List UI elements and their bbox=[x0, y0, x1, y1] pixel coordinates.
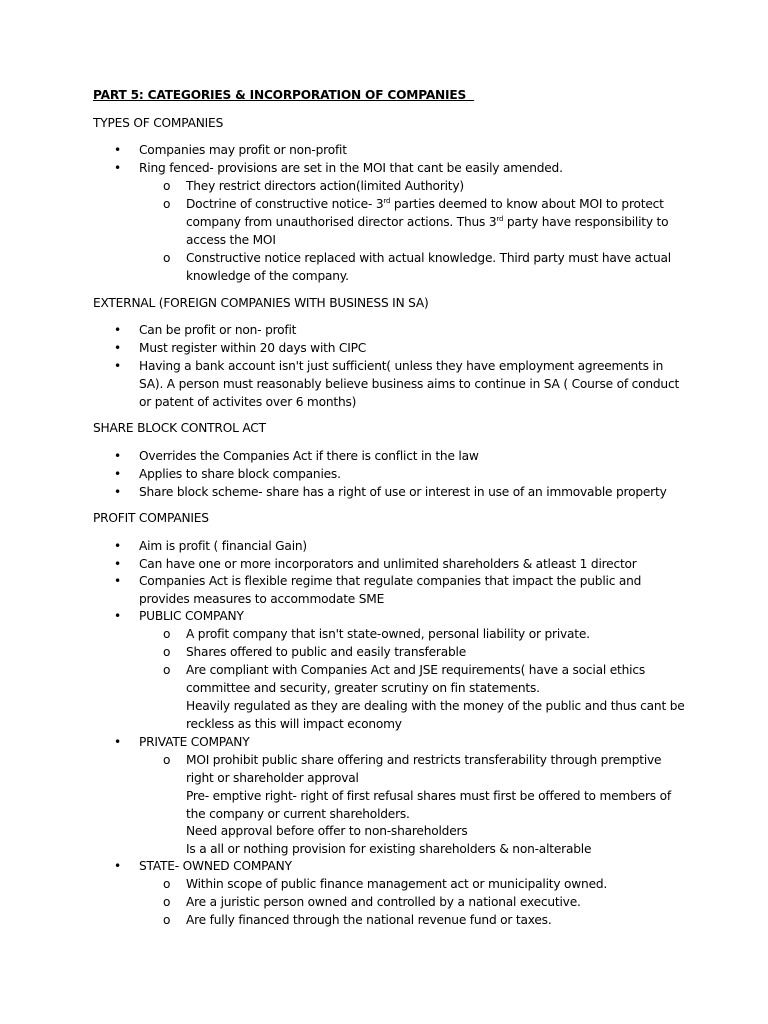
sub-bullet-item bbox=[186, 196, 686, 249]
sub-bullet-item: o Are fully financed through the national revenue fund or taxes. bbox=[186, 912, 686, 930]
continuation-text: Need approval before offer to non-shareholders bbox=[186, 824, 468, 838]
sub-bullet-item: o MOI prohibit public share offering and restricts transferability through premptive right or shareholder approval bbox=[186, 752, 686, 788]
text-run: party have responsibility to access the MOI bbox=[186, 214, 669, 247]
sub-bullet-item: o Shares offered to public and easily transferable bbox=[186, 644, 686, 662]
section-heading-types: TYPES OF COMPANIES bbox=[93, 116, 224, 130]
bullet-item: • Overrides the Companies Act if there is conflict in the law bbox=[139, 448, 684, 466]
bullet-item: • Share block scheme- share has a right of use or interest in use of an immovable property bbox=[139, 484, 684, 502]
section-heading-share-block: SHARE BLOCK CONTROL ACT bbox=[93, 421, 266, 435]
text-run: Doctrine of constructive notice- 3 bbox=[186, 197, 384, 211]
bullet-item: • Can be profit or non- profit bbox=[139, 322, 684, 340]
continuation-text: Heavily regulated as they are dealing with the money of the public and thus cant be reckless as this will impact economy bbox=[186, 699, 685, 731]
bullet-item-state-owned-company: • STATE- OWNED COMPANY bbox=[139, 858, 684, 876]
sub-bullet-item: o Constructive notice replaced with actual knowledge. Third party must have actual knowledge of the company. bbox=[186, 250, 686, 286]
bullet-item: • Must register within 20 days with CIPC bbox=[139, 340, 684, 358]
continuation-text: Pre- emptive right- right of first refusal shares must first be offered to members of the company or current shareholders. bbox=[186, 789, 671, 821]
bullet-item-private-company: • PRIVATE COMPANY bbox=[139, 734, 684, 752]
bullet-item-public-company: • PUBLIC COMPANY bbox=[139, 608, 684, 626]
superscript: rd bbox=[383, 197, 391, 205]
bullet-item: • Aim is profit ( financial Gain) bbox=[139, 538, 684, 556]
continuation-text: Is a all or nothing provision for existing shareholders & non-alterable bbox=[186, 842, 592, 856]
text-run: parties deemed to know about MOI to protect company from unauthorised director actions. Thus 3 bbox=[186, 197, 664, 229]
superscript: rd bbox=[496, 214, 504, 223]
bullet-item: • Companies may profit or non-profit bbox=[139, 142, 684, 160]
page-title: PART 5: CATEGORIES & INCORPORATION OF COMPANIES bbox=[93, 88, 475, 102]
bullet-item: • Ring fenced- provisions are set in the MOI that cant be easily amended. bbox=[139, 160, 684, 178]
sub-bullet-item: o Within scope of public finance management act or municipality owned. bbox=[186, 876, 686, 894]
bullet-item: • Having a bank account isn't just sufficient( unless they have employment agreements in SA). A person must reasonably believe business aims to continue in SA ( Course of conduct or patent of activites over 6 months) bbox=[139, 358, 684, 411]
sub-bullet-item: o A profit company that isn't state-owned, personal liability or private. bbox=[186, 626, 686, 644]
bullet-item: • Applies to share block companies. bbox=[139, 466, 684, 484]
sub-bullet-item: o They restrict directors action(limited Authority) bbox=[186, 178, 686, 196]
sub-bullet-item: o Are compliant with Companies Act and JSE requirements( have a social ethics committee and security, greater scrutiny on fin statements. bbox=[186, 662, 686, 698]
sub-bullet-item: o Are a juristic person owned and controlled by a national executive. bbox=[186, 894, 686, 912]
bullet-item: • Can have one or more incorporators and unlimited shareholders & atleast 1 director bbox=[139, 556, 684, 574]
section-heading-profit: PROFIT COMPANIES bbox=[93, 511, 209, 525]
section-heading-external: EXTERNAL (FOREIGN COMPANIES WITH BUSINESS IN SA) bbox=[93, 296, 429, 310]
bullet-item: • Companies Act is flexible regime that regulate companies that impact the public and provides measures to accommodate SME bbox=[139, 573, 684, 609]
